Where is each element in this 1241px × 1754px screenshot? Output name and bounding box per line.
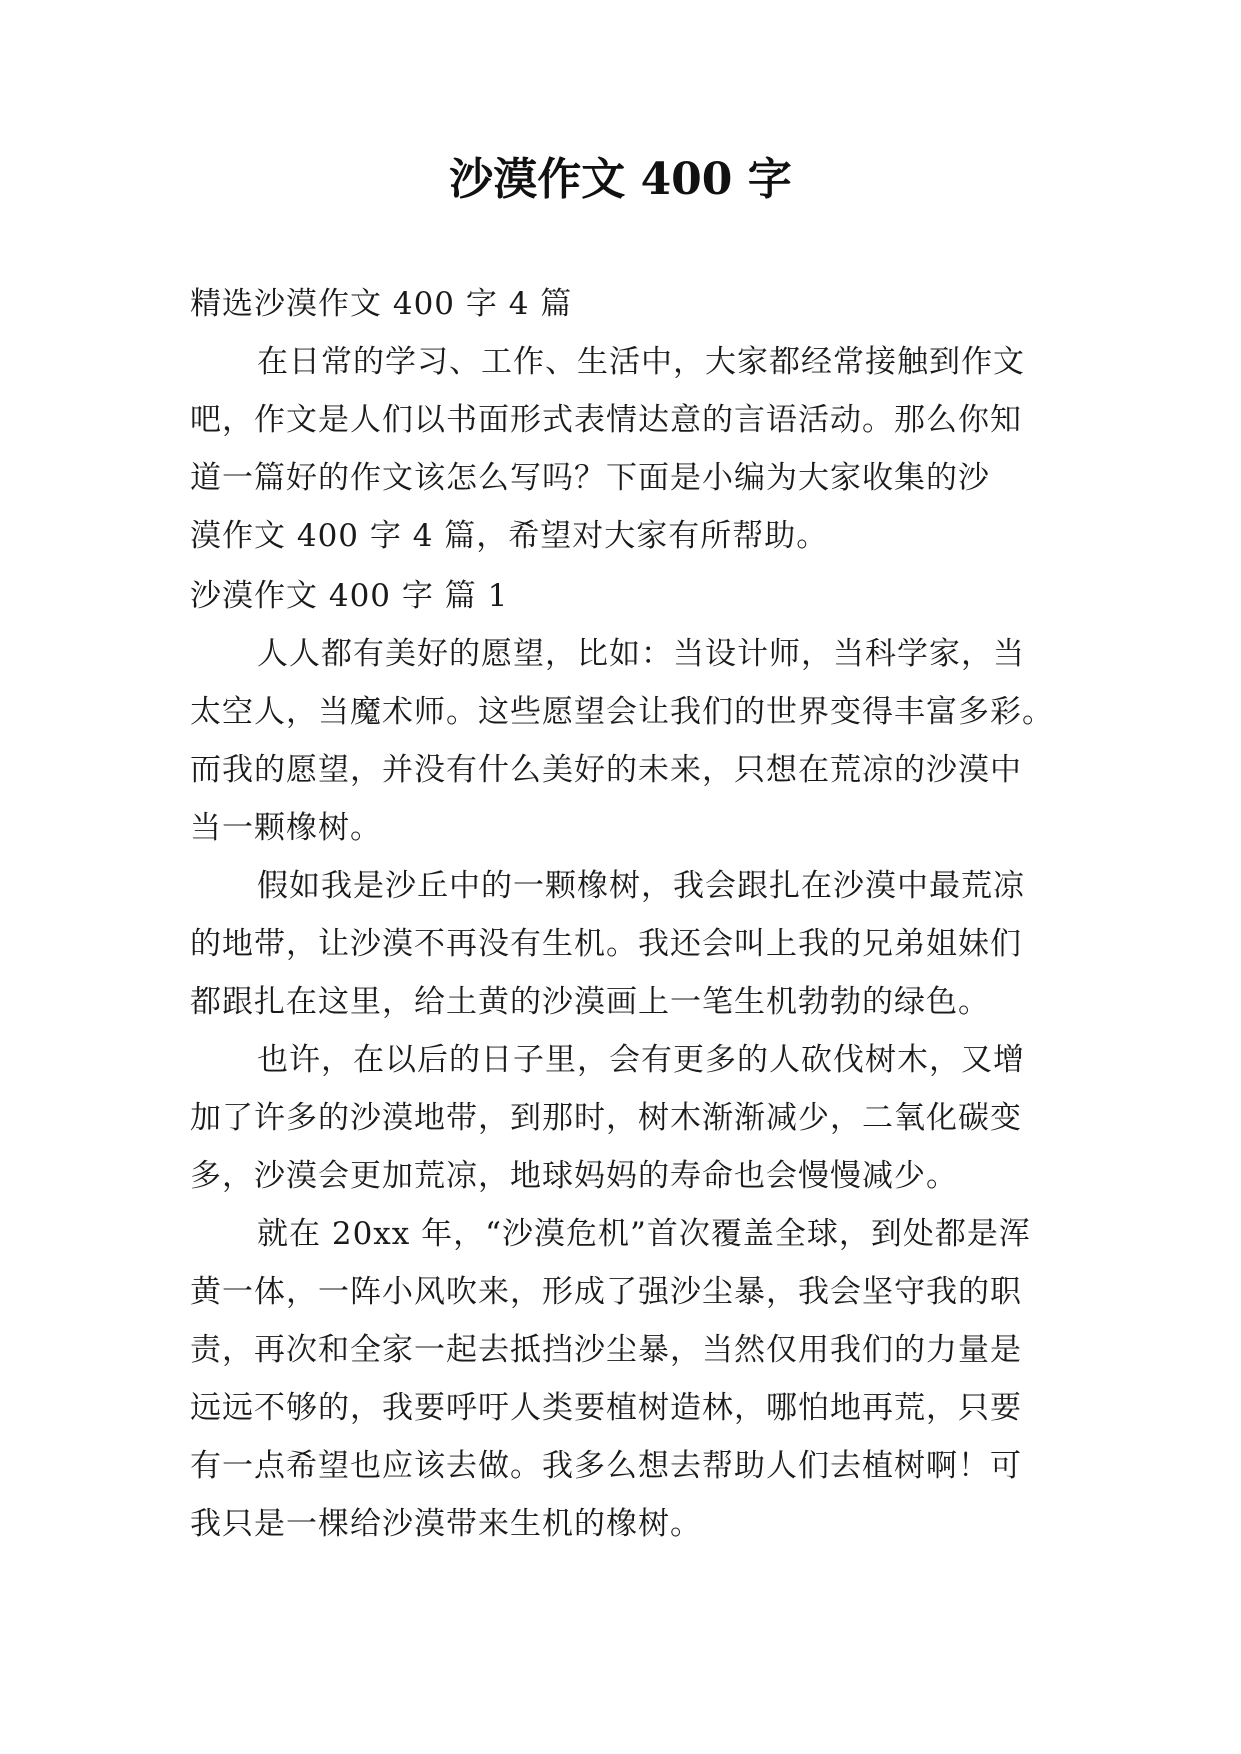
text-line: 加了许多的沙漠地带，到那时，树木渐渐减少，二氧化碳变	[190, 1100, 1022, 1136]
document-title: 沙漠作文 400 字	[449, 154, 792, 205]
text-line: 而我的愿望，并没有什么美好的未来，只想在荒凉的沙漠中	[190, 752, 1022, 788]
text-line: 也许，在以后的日子里，会有更多的人砍伐树木，又增	[257, 1042, 1025, 1078]
section-heading: 沙漠作文 400 字 篇 1	[190, 578, 509, 614]
text-line: 在日常的学习、工作、生活中，大家都经常接触到作文	[257, 344, 1025, 380]
text-line: 都跟扎在这里，给土黄的沙漠画上一笔生机勃勃的绿色。	[190, 984, 990, 1020]
text-line: 假如我是沙丘中的一颗橡树，我会跟扎在沙漠中最荒凉	[257, 868, 1025, 904]
text-line: 太空人，当魔术师。这些愿望会让我们的世界变得丰富多彩。	[190, 694, 1054, 730]
text-line: 远远不够的，我要呼吁人类要植树造林，哪怕地再荒，只要	[190, 1390, 1022, 1426]
subtitle-line: 精选沙漠作文 400 字 4 篇	[190, 286, 573, 322]
text-line: 吧，作文是人们以书面形式表情达意的言语活动。那么你知	[190, 402, 1022, 438]
text-line: 的地带，让沙漠不再没有生机。我还会叫上我的兄弟姐妹们	[190, 926, 1022, 962]
text-line: 人人都有美好的愿望，比如：当设计师，当科学家，当	[257, 636, 1025, 672]
text-line: 我只是一棵给沙漠带来生机的橡树。	[190, 1506, 702, 1542]
text-line: 责，再次和全家一起去抵挡沙尘暴，当然仅用我们的力量是	[190, 1332, 1022, 1368]
text-line: 当一颗橡树。	[190, 810, 382, 846]
text-line: 有一点希望也应该去做。我多么想去帮助人们去植树啊！可	[190, 1448, 1022, 1484]
text-line: 道一篇好的作文该怎么写吗？下面是小编为大家收集的沙	[190, 460, 990, 496]
text-line: 漠作文 400 字 4 篇，希望对大家有所帮助。	[190, 518, 829, 554]
text-line: 黄一体，一阵小风吹来，形成了强沙尘暴，我会坚守我的职	[190, 1274, 1022, 1310]
text-line: 多，沙漠会更加荒凉，地球妈妈的寿命也会慢慢减少。	[190, 1158, 958, 1194]
text-line: 就在 20xx 年，“沙漠危机”首次覆盖全球，到处都是浑	[257, 1216, 1031, 1252]
